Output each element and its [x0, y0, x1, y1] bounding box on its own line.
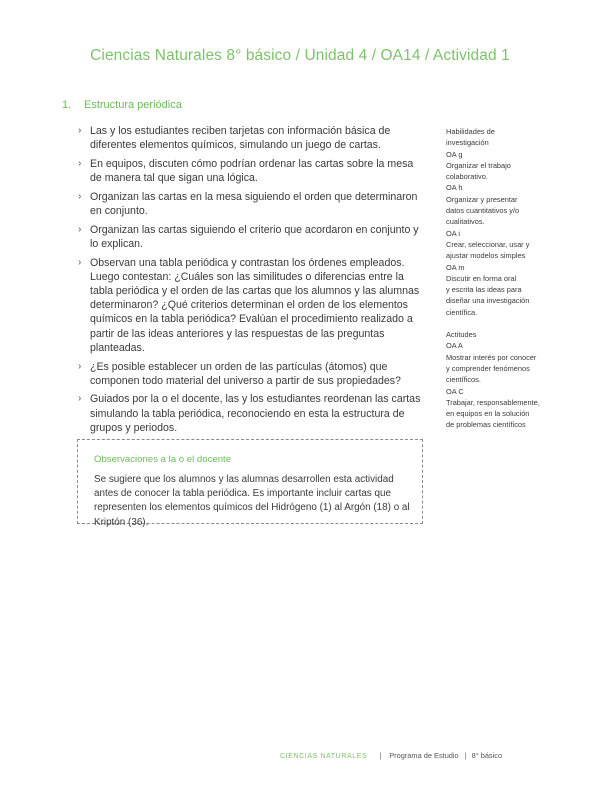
objective-code: OA A [446, 341, 463, 351]
objective-text: Trabajar, responsablemente, [446, 397, 540, 407]
footer-separator: | [464, 751, 467, 760]
attitudes-group [446, 329, 566, 431]
footer-subject: CIENCIAS NATURALES [280, 753, 368, 760]
objective-code: OA h [446, 183, 463, 193]
learning-objectives-sidebar [446, 126, 566, 442]
chevron-right-icon: › [78, 190, 82, 202]
objective-code: OA C [446, 386, 464, 396]
activity-text: En equipos, discuten cómo podrían ordenar las cartas sobre la mesa de manera tal que sigan una lógica. [90, 157, 414, 185]
activity-text: Las y los estudiantes reciben tarjetas con información básica de diferentes elementos químicos, simulando un juego de cartas. [90, 125, 391, 152]
objective-code: OA m [446, 262, 465, 272]
chevron-right-icon: › [78, 125, 82, 136]
page-footer [280, 751, 502, 760]
activity-list [78, 124, 423, 440]
objective-text: ajustar modelos simples [446, 251, 526, 261]
skills-group [446, 126, 566, 318]
objective-text: y escrita las ideas para [446, 285, 522, 295]
objective-text: Discutir en forma oral [446, 273, 517, 283]
objective-text: y comprender fenómenos [446, 363, 530, 373]
objective-text: cualitativos. [446, 217, 485, 227]
activity-text: Guiados por la o el docente, las y los estudiantes reordenan las cartas simulando la tabla periódica, reconociendo en esta la estructura de grupos y periodos. [90, 393, 421, 434]
skills-heading: Habilidades de [446, 127, 495, 136]
activity-item [78, 256, 423, 355]
objective-text: colaborativo. [446, 172, 488, 182]
activity-text: Organizan las cartas en la mesa siguiendo el orden que determinaron en conjunto. [90, 190, 418, 218]
teacher-observations-box [77, 439, 423, 528]
objective-text: diseñar una investigación [446, 296, 530, 306]
chevron-right-icon: › [78, 360, 82, 372]
objective-text: Crear, seleccionar, usar y [446, 239, 530, 249]
activity-text: ¿Es posible establecer un orden de las partículas (átomos) que componen todo material del universo a partir de sus propiedades? [90, 360, 401, 387]
activity-item [78, 360, 423, 388]
objective-text: científicos. [446, 375, 481, 385]
objective-text: Organizar el trabajo [446, 160, 511, 170]
objective-text: científica. [446, 307, 478, 317]
footer-separator: | [379, 751, 382, 760]
section-heading [62, 99, 182, 111]
activity-item [78, 190, 423, 218]
section-title: Estructura periódica [84, 99, 182, 111]
objective-text: Organizar y presentar [446, 194, 518, 204]
chevron-right-icon: › [78, 223, 82, 235]
activity-text: Observan una tabla periódica y contrastan los órdenes empleados. Luego contestan: ¿Cuáles son las similitudes o diferencias entre la tabla periódica y el orden de las cartas que los alumnos y las alumnas determinaron? ¿Qué criterios determinan el orden de los elementos químicos en la tabla periódica? Evalúan el procedimiento realizado a partir de las ideas anteriores y las respuestas de las preguntas planteadas. [90, 256, 420, 354]
page-title: Ciencias Naturales 8° básico / Unidad 4 / OA14 / Actividad 1 [90, 47, 510, 64]
attitudes-heading: Actitudes [446, 330, 477, 340]
objective-text: Mostrar interés por conocer [446, 352, 537, 362]
footer-program: Programa de Estudio [389, 751, 459, 760]
activity-item [78, 124, 423, 152]
observations-title: Observaciones a la o el docente [94, 454, 232, 465]
activity-item [78, 223, 423, 251]
chevron-right-icon: › [78, 157, 82, 169]
objective-code: OA i [446, 228, 460, 238]
section-number: 1. [62, 99, 72, 111]
footer-grade: 8° básico [471, 751, 503, 760]
observations-text: Se sugiere que los alumnos y las alumnas desarrollen esta actividad antes de conocer la tabla periódica. Es importante incluir cartas que representen los elementos químicos del Hidrógeno (1) al Argón (18) o al Kriptón (36). [94, 474, 410, 528]
skills-heading: investigación [446, 138, 489, 148]
activity-item [78, 392, 423, 435]
objective-text: datos cuantitativos y/o [446, 206, 520, 216]
activity-text: Organizan las cartas siguiendo el criterio que acordaron en conjunto y lo explican. [90, 223, 419, 250]
objective-text: de problemas científicos [446, 420, 526, 430]
objective-text: en equipos en la solución [446, 409, 530, 419]
chevron-right-icon: › [78, 256, 82, 268]
activity-item [78, 157, 423, 185]
objective-code: OA g [446, 149, 463, 159]
chevron-right-icon: › [78, 393, 82, 405]
